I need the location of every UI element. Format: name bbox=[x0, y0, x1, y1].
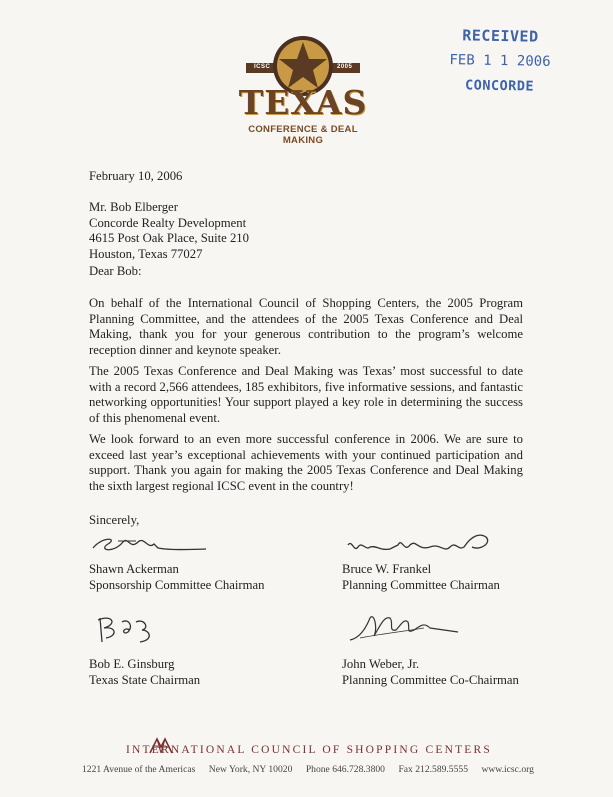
footer-fax: Fax 212.589.5555 bbox=[398, 764, 468, 775]
closing: Sincerely, bbox=[89, 513, 140, 527]
signatory-name: John Weber, Jr. bbox=[342, 657, 420, 671]
signatory-title: Sponsorship Committee Chairman bbox=[89, 577, 265, 592]
logo-tag-left: ICSC bbox=[254, 64, 271, 70]
signatory-frankel bbox=[342, 562, 500, 593]
signatory-name: Bruce W. Frankel bbox=[342, 562, 432, 576]
signatory-weber bbox=[342, 657, 519, 688]
footer-website: www.icsc.org bbox=[481, 764, 534, 775]
logo-title: TEXAS bbox=[238, 83, 368, 122]
paragraph-2: The 2005 Texas Conference and Deal Making was Texas’ most successful to date with a record 2,566 attendees, 185 exhibitors, five informative sessions, and fantastic networking opportunities! Your support played a key role in determining the success of this phenomenal event. bbox=[89, 364, 523, 425]
received-stamp bbox=[447, 23, 552, 100]
signatory-name: Bob E. Ginsburg bbox=[89, 657, 175, 671]
stamp-date: FEB 1 1 2006 bbox=[449, 52, 551, 70]
recipient-city: Houston, Texas 77027 bbox=[89, 246, 203, 261]
stamp-company: CONCORDE bbox=[464, 77, 535, 95]
signatory-title: Planning Committee Co-Chairman bbox=[342, 672, 519, 687]
stamp-received: RECEIVED bbox=[462, 26, 539, 46]
footer-phone: Phone 646.728.3800 bbox=[305, 764, 385, 775]
logo-subtitle: CONFERENCE & DEAL MAKING bbox=[248, 124, 358, 146]
signatory-name: Shawn Ackerman bbox=[89, 562, 179, 576]
signature-ackerman-icon bbox=[88, 528, 208, 558]
logo-tag-right: 2005 bbox=[337, 64, 353, 70]
salutation: Dear Bob: bbox=[89, 264, 142, 278]
footer-city: New York, NY 10020 bbox=[208, 764, 293, 775]
recipient-name: Mr. Bob Elberger bbox=[89, 200, 178, 214]
signatory-title: Texas State Chairman bbox=[89, 672, 201, 687]
footer-organization: INTERNATIONAL COUNCIL OF SHOPPING CENTERS bbox=[126, 744, 492, 756]
letter-date: February 10, 2006 bbox=[89, 169, 183, 183]
signatory-ackerman bbox=[89, 562, 265, 593]
signatory-ginsburg bbox=[89, 657, 200, 688]
recipient-address bbox=[89, 200, 249, 262]
paragraph-1: On behalf of the International Council of Shopping Centers, the 2005 Program Planning Committee, and the attendees of the 2005 Texas Conference and Deal Making, thank you for your generous contribution to the program’s welcome reception dinner and keynote speaker. bbox=[89, 296, 523, 357]
signature-frankel-icon bbox=[340, 527, 500, 559]
recipient-street: 4615 Post Oak Place, Suite 210 bbox=[89, 231, 249, 246]
signature-ginsburg-icon bbox=[92, 612, 162, 648]
footer-address-bar bbox=[82, 764, 534, 775]
paragraph-3: We look forward to an even more successful conference in 2006. We are sure to exceed last year’s exceptional achievements with your continued participation and support. Thank you again for making the 2005 Texas Conference and Deal Making the sixth largest regional ICSC event in the country! bbox=[89, 432, 523, 493]
footer-street: 1221 Avenue of the Americas bbox=[82, 764, 196, 775]
signatory-title: Planning Committee Chairman bbox=[342, 577, 500, 592]
recipient-company: Concorde Realty Development bbox=[89, 215, 247, 230]
signature-weber-icon bbox=[340, 608, 460, 648]
